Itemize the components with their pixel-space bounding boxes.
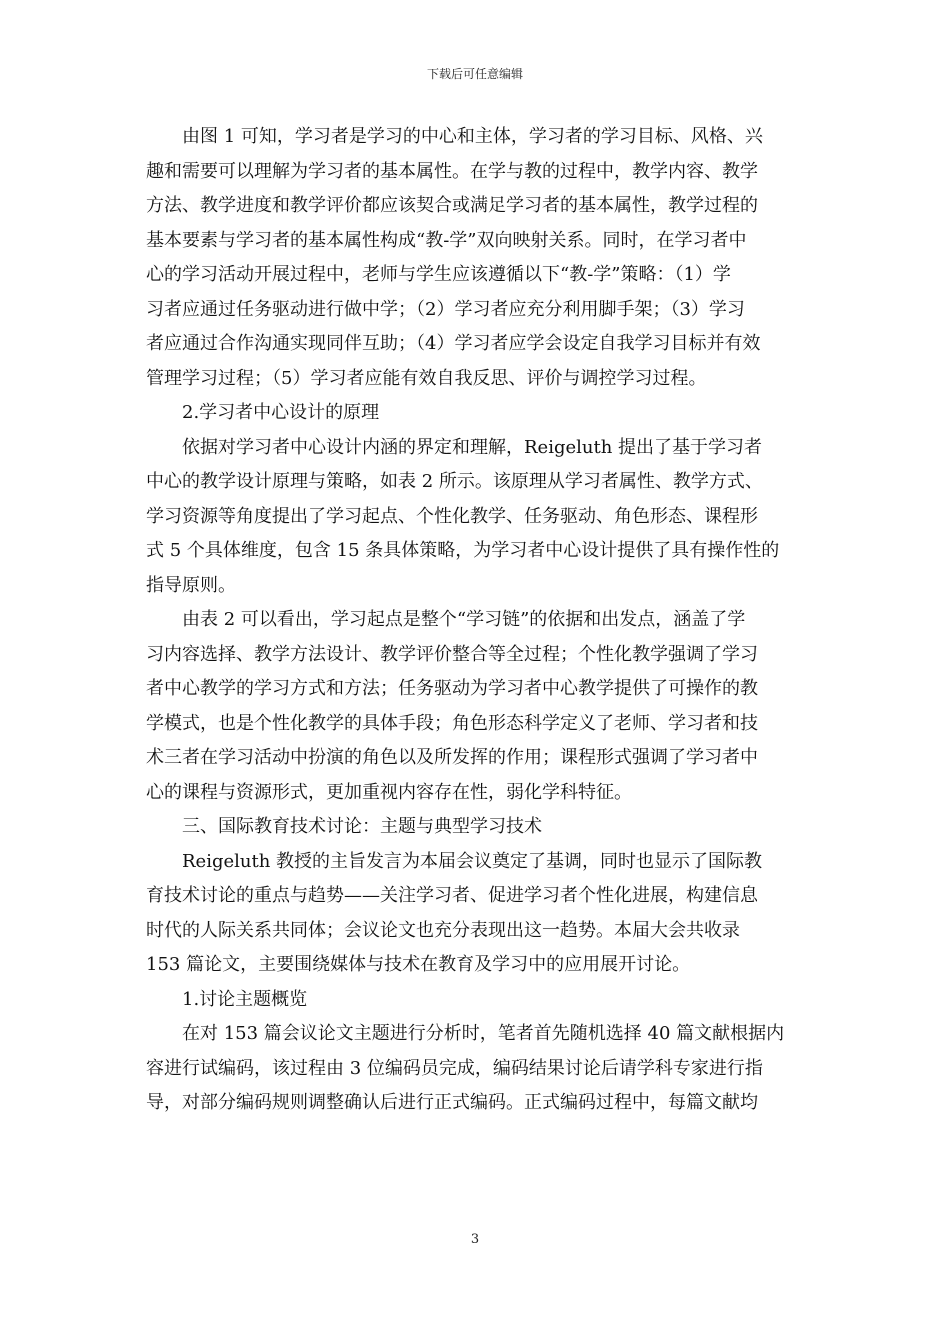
text-line: 学模式，也是个性化教学的具体手段；角色形态科学定义了老师、学习者和技	[146, 712, 758, 734]
section-heading: 三、国际教育技术讨论：主题与典型学习技术	[182, 816, 542, 837]
text-line: 由表 2 可以看出，学习起点是整个“学习链”的依据和出发点，涵盖了学	[182, 609, 746, 630]
text-line: 由图 1 可知，学习者是学习的中心和主体，学习者的学习目标、风格、兴	[182, 126, 763, 147]
text-line: 在对 153 篇会议论文主题进行分析时，笔者首先随机选择 40 篇文献根据内	[182, 1023, 785, 1044]
text-line: 者中心教学的学习方式和方法；任务驱动为学习者中心教学提供了可操作的教	[146, 678, 758, 699]
text-line: 心的课程与资源形式，更加重视内容存在性，弱化学科特征。	[146, 781, 632, 803]
text-line: 心的学习活动开展过程中，老师与学生应该遵循以下“教-学”策略：（1）学	[146, 264, 731, 285]
text-line: 方法、教学进度和教学评价都应该契合或满足学习者的基本属性，教学过程的	[146, 195, 758, 216]
text-line: 导，对部分编码规则调整确认后进行正式编码。正式编码过程中，每篇文献均	[146, 1092, 758, 1113]
section-heading: 1.讨论主题概览	[182, 988, 308, 1010]
text-line: 育技术讨论的重点与趋势——关注学习者、促进学习者个性化进展，构建信息	[146, 885, 758, 906]
document-body	[146, 120, 810, 1121]
text-line: 趣和需要可以理解为学习者的基本属性。在学与教的过程中，教学内容、教学	[146, 160, 758, 182]
text-line: 基本要素与学习者的基本属性构成“教-学”双向映射关系。同时，在学习者中	[146, 229, 747, 251]
text-line: 术三者在学习活动中扮演的角色以及所发挥的作用；课程形式强调了学习者中	[146, 747, 758, 768]
text-line: 指导原则。	[146, 574, 236, 596]
text-line: 依据对学习者中心设计内涵的界定和理解，Reigeluth 提出了基于学习者	[182, 436, 763, 458]
text-line: 时代的人际关系共同体；会议论文也充分表现出这一趋势。本届大会共收录	[146, 919, 740, 941]
text-line: 容进行试编码，该过程由 3 位编码员完成，编码结果讨论后请学科专家进行指	[146, 1057, 763, 1079]
text-line: 习内容选择、教学方法设计、教学评价整合等全过程；个性化教学强调了学习	[146, 643, 758, 665]
text-line: Reigeluth 教授的主旨发言为本届会议奠定了基调，同时也显示了国际教	[182, 850, 763, 872]
text-line: 学习资源等角度提出了学习起点、个性化教学、任务驱动、角色形态、课程形	[146, 505, 758, 527]
text-line: 者应通过合作沟通实现同伴互助；（4）学习者应学会设定自我学习目标并有效	[146, 333, 761, 354]
text-line: 式 5 个具体维度，包含 15 条具体策略，为学习者中心设计提供了具有操作性的	[146, 540, 780, 561]
text-line: 中心的教学设计原理与策略，如表 2 所示。该原理从学习者属性、教学方式、	[146, 471, 763, 492]
section-heading: 2.学习者中心设计的原理	[182, 402, 380, 423]
page-header: 下载后可任意编辑	[426, 67, 523, 81]
text-line: 153 篇论文，主要围绕媒体与技术在教育及学习中的应用展开讨论。	[146, 954, 691, 975]
text-line: 习者应通过任务驱动进行做中学；（2）学习者应充分利用脚手架；（3）学习	[146, 298, 745, 320]
page-number: 3	[470, 1232, 480, 1247]
text-line: 管理学习过程；（5）学习者应能有效自我反思、评价与调控学习过程。	[146, 367, 707, 389]
